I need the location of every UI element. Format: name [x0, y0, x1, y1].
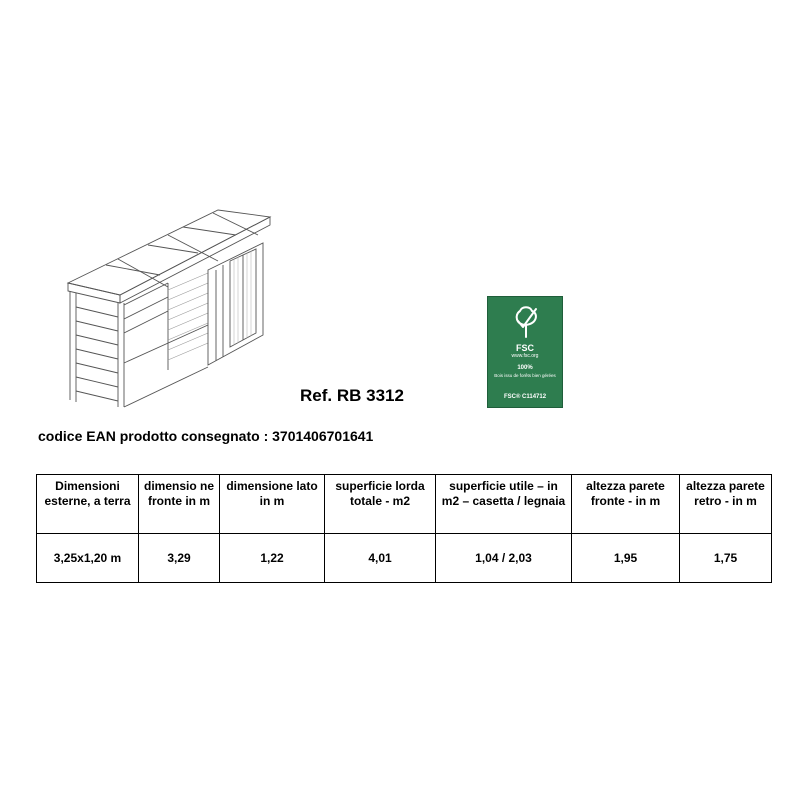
- table-cell: 1,04 / 2,03: [436, 534, 572, 583]
- table-cell: 3,25x1,20 m: [37, 534, 139, 583]
- fsc-claim: Bois issu de forêts bien gérées: [494, 373, 556, 378]
- header-cell: altezza parete retro - in m: [680, 475, 772, 534]
- table-cell: 1,75: [680, 534, 772, 583]
- fsc-logo: [487, 296, 563, 408]
- fsc-code: FSC® C114712: [503, 394, 547, 400]
- table-cell: 1,95: [572, 534, 680, 583]
- table-cell: 3,29: [139, 534, 220, 583]
- ean-label: codice EAN prodotto consegnato :: [38, 428, 269, 444]
- fsc-site: www.fsc.org: [511, 353, 539, 359]
- product-reference: Ref. RB 3312: [300, 386, 404, 405]
- header-cell: superficie utile – in m2 – casetta / legnaia: [436, 475, 572, 534]
- table-cell: 4,01: [325, 534, 436, 583]
- ean-line: [38, 428, 373, 444]
- table-cell: 1,22: [220, 534, 325, 583]
- header-cell: altezza parete fronte - in m: [572, 475, 680, 534]
- ean-value: 3701406701641: [272, 428, 374, 444]
- header-cell: superficie lorda totale - m2: [325, 475, 436, 534]
- shed-illustration: [58, 195, 278, 410]
- header-cell: Dimensioni esterne, a terra: [37, 475, 139, 534]
- header-cell: dimensione lato in m: [220, 475, 325, 534]
- specs-table: [36, 474, 772, 583]
- table-header-row: [37, 475, 772, 534]
- tree-checkmark-icon: [508, 303, 544, 341]
- header-cell: dimensio ne fronte in m: [139, 475, 220, 534]
- fsc-percent: 100%: [517, 365, 533, 371]
- table-row: [37, 534, 772, 583]
- fsc-name: FSC: [516, 343, 534, 353]
